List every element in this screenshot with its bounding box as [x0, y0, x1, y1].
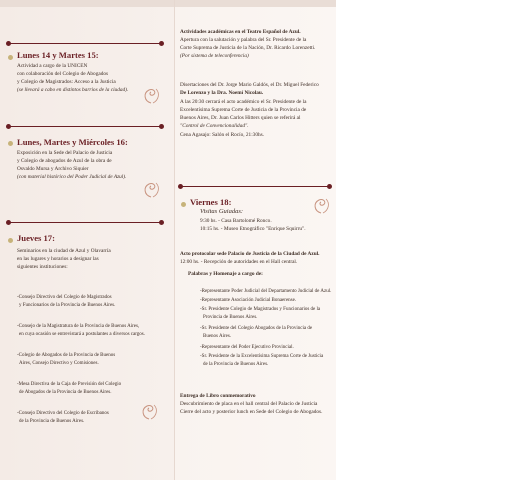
swirl-ornament-icon	[310, 194, 332, 216]
section-title: Viernes 18:	[190, 197, 232, 207]
swirl-ornament-icon	[140, 178, 162, 200]
bullet	[8, 238, 13, 243]
list-item: -Consejo Directivo del Colegio de Escribanos	[17, 411, 109, 416]
list-item: -Sr. Presidente de la Excelentísima Suprema Corte de Justicia	[200, 354, 324, 359]
list-item: Aires, Consejo Directivo y Comisiones.	[19, 361, 99, 366]
section-title: Actividades académicas en el Teatro Español de Azul.	[180, 29, 301, 35]
text-line: (Por sistema de teleconferencia)	[180, 53, 249, 59]
section-title: Jueves 17:	[17, 233, 55, 243]
list-item: Buenos Aires.	[203, 334, 232, 339]
list-item: -Representante Poder Judicial del Departamento Judicial de Azul.	[200, 289, 332, 294]
bullet	[8, 55, 13, 60]
text-line: Excelentísima Suprema Corte de Justicia de la Provincia de	[180, 107, 307, 113]
list-item: -Consejo Directivo del Colegio de Magistrados	[17, 295, 112, 300]
list-item: -Representante del Poder Ejecutivo Provincial.	[200, 345, 294, 350]
text-line: Acto protocolar sede Palacio de Justicia de la Ciudad de Azul.	[180, 251, 320, 257]
list-item: -Sr. Presidente Colegio de Magistrados y Funcionarios de la	[200, 307, 321, 312]
text-line: Seminarios en la ciudad de Azul y Olavarría	[17, 248, 111, 254]
text-line: Actividad a cargo de la UNICEN	[17, 63, 88, 69]
list-item: -Sr. Presidente del Colegio Abogados de la Provincia de	[200, 326, 313, 331]
top-strip	[0, 0, 336, 7]
text-line: Cierre del acto y posterior lunch en Sede del Colegio de Abogados.	[180, 409, 323, 415]
divider	[8, 126, 162, 127]
list-item: de la Provincia de Buenos Aires.	[203, 362, 269, 367]
text-line: 9:30 hs. - Casa Bartolomé Ronco.	[200, 218, 272, 224]
fold-line	[174, 0, 175, 480]
section-title: Lunes 14 y Martes 15:	[17, 50, 99, 60]
text-line: Cena Agasajo: Salón el Rocío, 21:30hs.	[180, 132, 265, 138]
text-line: con colaboración del Colegio de Abogados	[17, 71, 109, 77]
divider	[180, 186, 330, 187]
text-line: A las 20:30 cerrará el acto académico el Sr. Presidente de la	[180, 99, 307, 105]
text-line: Entrega de Libro conmemorativo	[180, 393, 256, 399]
text-line: (con material histórico del Poder Judicial de Azul).	[17, 174, 127, 180]
section-title: Lunes, Martes y Miércoles 16:	[17, 137, 128, 147]
list-item: -Representante Asociación Judicial Bonaerense.	[200, 298, 297, 303]
text-line: (se llevará a cabo en distintos barrios de la ciudad).	[17, 87, 129, 93]
divider	[8, 43, 162, 44]
divider	[8, 222, 162, 223]
text-line: "Control de Convencionalidad".	[180, 123, 249, 129]
list-item: y Funcionarios de la Provincia de Buenos Aires.	[19, 303, 116, 308]
list-item: -Mesa Directiva de la Caja de Previsión del Colegio	[17, 382, 122, 387]
text-line: 10:15 hs. - Museo Etnográfico "Enrique Squirru".	[200, 226, 306, 232]
bullet	[8, 141, 13, 146]
text-line: 12:00 hs. - Recepción de autoridades en el Hall central.	[180, 259, 298, 265]
swirl-ornament-icon	[140, 84, 162, 106]
list-item: de Abogados de la Provincia de Buenos Aires.	[19, 390, 112, 395]
text-line: Buenos Aires, Dr. Juan Carlos Hitters quien se referirá al	[180, 115, 301, 121]
list-item: -Colegio de Abogados de la Provincia de Buenos	[17, 353, 116, 358]
text-line: Palabras y Homenaje a cargo de:	[188, 271, 263, 277]
text-line: y Colegio de Magistrados: Acceso a la Justicia	[17, 79, 116, 85]
text-line: Descubrimiento de placa en el hall central del Palacio de Justicia	[180, 401, 318, 407]
list-item: en cuya ocasión se entrevistará a postulantes a diversos cargos.	[19, 332, 145, 337]
text-line: Disertaciones del Dr. Jorge Mario Galdós, el Dr. Miguel Federico	[180, 82, 319, 88]
text-line: Visitas Guiadas:	[200, 208, 244, 215]
text-line: siguientes instituciones:	[17, 264, 68, 270]
text-line: Osvaldo Mursa y Archivo Siquier	[17, 166, 89, 172]
text-line: en las lugares y horarios a designar las	[17, 256, 99, 262]
swirl-ornament-icon	[138, 400, 160, 422]
list-item: -Consejo de la Magistratura de la Provincia de Buenos Aires,	[17, 324, 140, 329]
text-line: Exposición en la Sede del Palacio de Justicia	[17, 150, 113, 156]
text-line: De Lorenzo y la Dra. Noemí Nicolau.	[180, 90, 264, 96]
list-item: de la Provincia de Buenos Aires.	[19, 419, 85, 424]
text-line: Apertura con la salutación y palabra del Sr. Presidente de la	[180, 37, 307, 43]
text-line: Corte Suprema de Justicia de la Nación, Dr. Ricardo Lorenzetti.	[180, 45, 316, 51]
list-item: Provincia de Buenos Aires.	[203, 315, 258, 320]
bullet	[181, 202, 186, 207]
text-line: y Colegio de abogados de Azul de la obra de	[17, 158, 112, 164]
